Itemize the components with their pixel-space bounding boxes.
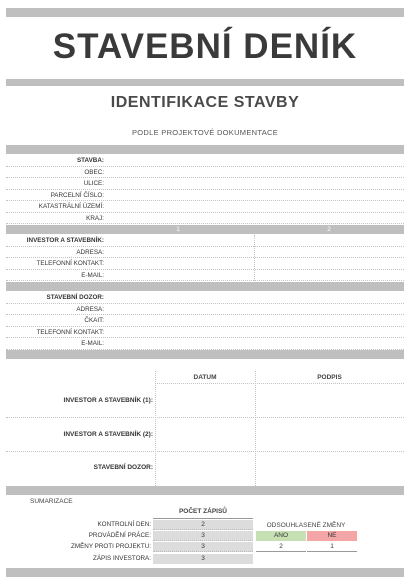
field-label: E-MAIL: [81, 271, 104, 279]
summary-yes-value: 2 [256, 542, 306, 552]
summary-row-label: ZMĚNY PROTI PROJEKTU: [70, 543, 151, 550]
bottom-bar [6, 568, 404, 577]
signature-row-label: INVESTOR A STAVEBNÍK (1): [63, 397, 153, 404]
summary-row-label: ZÁPIS INVESTORA: [93, 555, 151, 562]
field-label: TELEFONNÍ KONTAKT: [36, 260, 104, 267]
section-bar-stavba [6, 145, 404, 154]
summary-title: SUMARIZACE [30, 498, 73, 505]
field-label: PARCELNÍ ČÍSLO: [50, 191, 104, 199]
field-row[interactable] [6, 178, 404, 190]
summary-no-value: 1 [307, 542, 357, 552]
signature-divider-2 [255, 371, 256, 486]
section-bar-dozor [6, 282, 404, 291]
signature-row-line [6, 451, 404, 452]
summary-count-cell: 2 [153, 520, 253, 530]
summary-no-header: NE [307, 531, 357, 541]
signature-header-date: DATUM [193, 374, 217, 381]
field-row[interactable] [6, 258, 404, 270]
summary-yes-header: ANO [256, 531, 306, 541]
signature-divider-1 [155, 371, 156, 486]
signature-header-line [155, 383, 404, 384]
field-row[interactable] [6, 201, 404, 213]
field-row[interactable] [6, 190, 404, 202]
section-bar-summary [6, 486, 404, 495]
title-underline-bar [6, 79, 404, 86]
field-label: OBEC: [84, 168, 104, 176]
signature-row-label: STAVEBNÍ DOZOR: [93, 464, 153, 471]
page-title: STAVEBNÍ DENÍK [52, 27, 358, 66]
field-label: STAVBA: [76, 157, 104, 164]
summary-row-label: PROVÁDĚNÍ PRÁCE: [88, 532, 151, 539]
section-title: IDENTIFIKACE STAVBY [110, 94, 300, 111]
summary-count-cell: 3 [153, 531, 253, 541]
field-row[interactable] [6, 338, 404, 350]
field-row[interactable] [6, 304, 404, 316]
field-row[interactable] [6, 235, 404, 247]
investor-column-number-1: 1 [176, 226, 180, 233]
field-label: KATASTRÁLNÍ ÚZEMÍ: [38, 203, 104, 210]
summary-count-header: POČET ZÁPISŮ [178, 508, 228, 515]
field-label: STAVEBNÍ DOZOR: [46, 294, 104, 301]
section-bar-signatures [6, 350, 404, 359]
signature-row-label: INVESTOR A STAVEBNÍK (2): [63, 431, 153, 438]
summary-count-cell: 3 [153, 554, 253, 564]
section-note: PODLE PROJEKTOVÉ DOKUMENTACE [131, 128, 279, 137]
field-row[interactable] [6, 270, 404, 282]
field-row[interactable] [6, 327, 404, 339]
field-label: E-MAIL: [81, 340, 104, 347]
summary-row-label: KONTROLNÍ DEN: [97, 521, 151, 528]
field-row[interactable] [6, 213, 404, 225]
field-label: KRAJ: [86, 214, 104, 222]
field-label: ADRESA: [76, 305, 104, 313]
signature-header-sign: PODPIS [317, 374, 342, 381]
field-row[interactable] [6, 167, 404, 179]
field-row[interactable] [6, 247, 404, 259]
field-label: ČKAIT: [84, 317, 104, 324]
field-row[interactable] [6, 315, 404, 327]
signature-row-line [6, 417, 404, 418]
summary-count-cell: 3 [153, 542, 253, 552]
summary-changes-header: ODSOUHLASENÉ ZMĚNY [266, 522, 346, 529]
investor-column-number-2: 2 [327, 226, 331, 233]
field-label: TELEFONNÍ KONTAKT: [36, 328, 104, 336]
summary-count-header-line [153, 518, 253, 519]
field-row[interactable] [6, 155, 404, 167]
field-label: ULICE: [83, 180, 104, 187]
top-bar [6, 8, 404, 17]
investor-column-divider [254, 235, 255, 281]
field-label: INVESTOR A STAVEBNÍK: [26, 237, 104, 244]
field-label: ADRESA: [76, 248, 104, 256]
field-row[interactable] [6, 292, 404, 304]
